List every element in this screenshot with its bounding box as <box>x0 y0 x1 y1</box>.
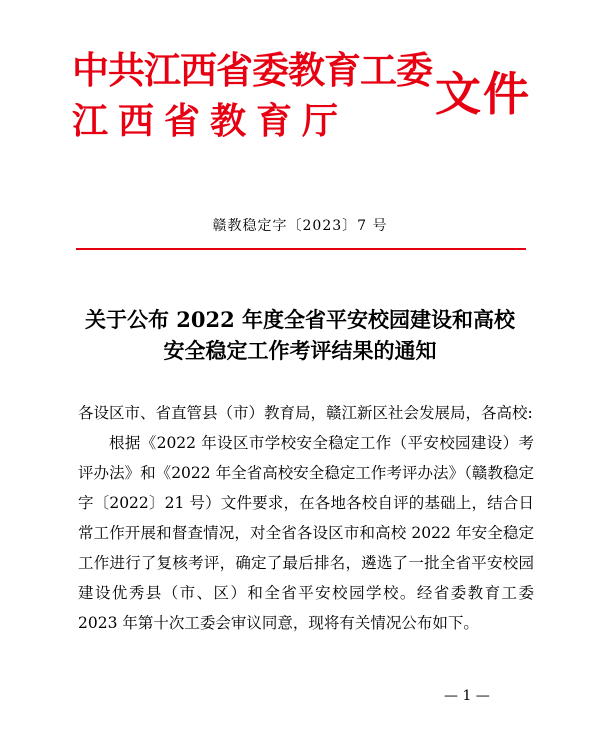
document-label: 文件 <box>435 67 531 121</box>
document-body <box>78 398 534 638</box>
issuer-name-line-2: 江西省教育厅 <box>72 100 349 142</box>
page-number: — 1 — <box>444 688 490 704</box>
red-divider-line <box>76 248 526 250</box>
salutation: 各设区市、省直管县（市）教育局，赣江新区社会发展局，各高校: <box>78 404 533 422</box>
issuer-name-line-1: 中共江西省委教育工委 <box>72 48 432 92</box>
title-line-2: 安全稳定工作考评结果的通知 <box>163 338 437 363</box>
document-number: 赣教稳定字〔2023〕7 号 <box>212 218 388 234</box>
body-paragraph: 根据《2022 年设区市学校安全稳定工作（平安校园建设）考评办法》和《2022 年全省高校安全稳定工作考评办法》（赣教稳定字〔2022〕21 号）文件要求，在各地各校自评的基础上，结合日常工作开展和督查情况，对全省各设区市和高校 2022 年安全稳定工作进行了复核考评，确定了最后排名，遴选了一批全省平安校园建设优秀县（市、区）和全省平安校园学校。经省委教育工委 2023 年第十次工委会审议同意，现将有关情况公布如下。 <box>78 434 534 632</box>
title-line-1: 关于公布 2022 年度全省平安校园建设和高校 <box>84 307 516 332</box>
